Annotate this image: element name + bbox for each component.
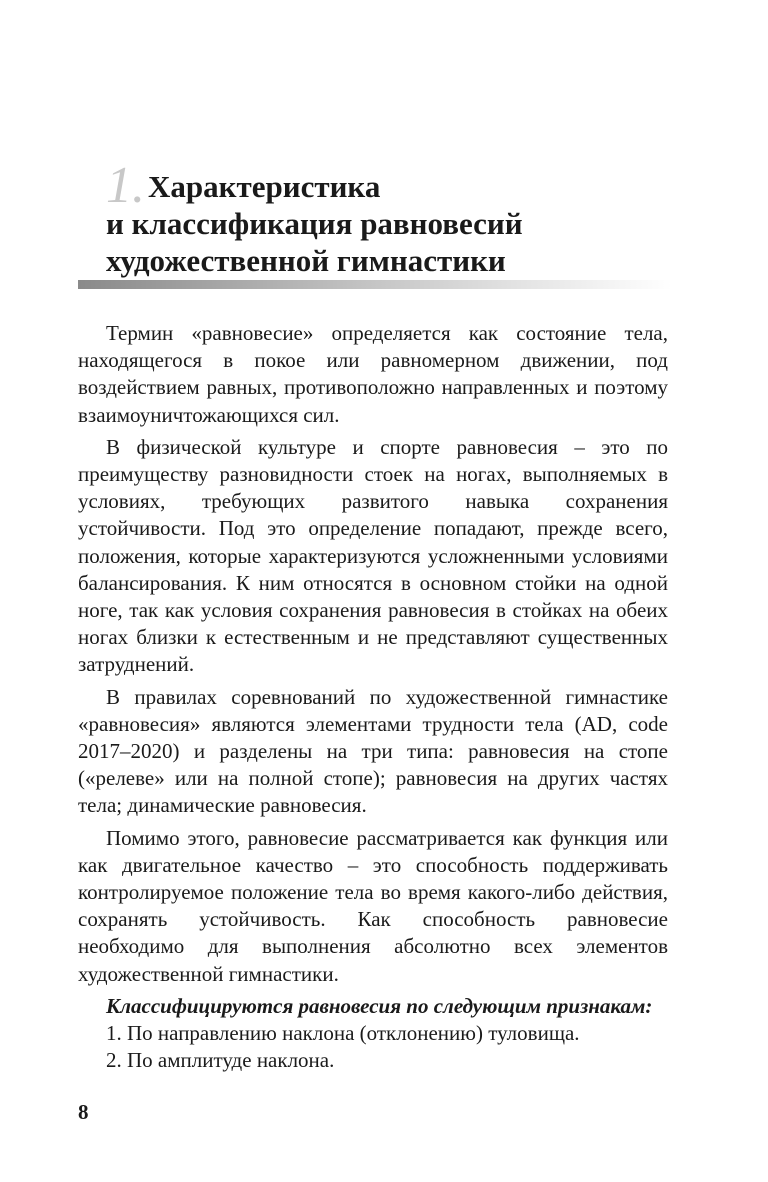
chapter-title-line-1: Характеристика	[148, 169, 381, 204]
paragraph-function: Помимо этого, равновесие рассматривается как функция или как двигательное качество – это способность поддерживать контролируемое положение тела во время какого-либо действия, сохранять устойчивость. Как способность равновесие необходимо для выполнения абсолютно всех элементов художественной гимнастики.	[78, 825, 668, 986]
chapter-heading	[106, 157, 706, 279]
list-item: 2. По амплитуде наклона.	[106, 1048, 335, 1073]
title-underline-rule	[78, 280, 672, 289]
paragraph-rules: В правилах соревнований по художественной гимнастике «равновесия» являются элементами трудности тела (AD, code 2017–2020) и разделены на три типа: равновесия на стопе («релеве» или на полной стопе); равновесия на других частях тела; динамические равновесия.	[78, 684, 668, 818]
classification-heading: Классифицируются равновесия по следующим признакам:	[106, 993, 653, 1018]
paragraph-definition: Термин «равновесие» определяется как состояние тела, находящегося в покое или равномерном движении, под воздействием равных, противоположно направленных и поэтому взаимоуничтожающихся сил.	[78, 321, 668, 427]
chapter-title-line-3: художественной гимнастики	[106, 243, 506, 278]
list-item: 1. По направлению наклона (отклонению) туловища.	[106, 1021, 580, 1046]
body-text	[78, 320, 668, 1074]
chapter-number: 1.	[106, 157, 145, 214]
chapter-title	[106, 157, 706, 279]
chapter-title-line-2: и классификация равновесий	[106, 206, 523, 241]
paragraph-sport: В физической культуре и спорте равновесия – это по преимуществу разновидности стоек на ногах, выполняемых в условиях, требующих развитого навыка сохранения устойчивости. Под это определение попадают, прежде всего, положения, которые характеризуются усложненными условиями балансирования. К ним относятся в основном стойки на одной ноге, так как условия сохранения равновесия в стойках на обеих ногах близки к естественным и не представляют существенных затруднений.	[78, 434, 668, 677]
page-number: 8	[78, 1100, 89, 1124]
